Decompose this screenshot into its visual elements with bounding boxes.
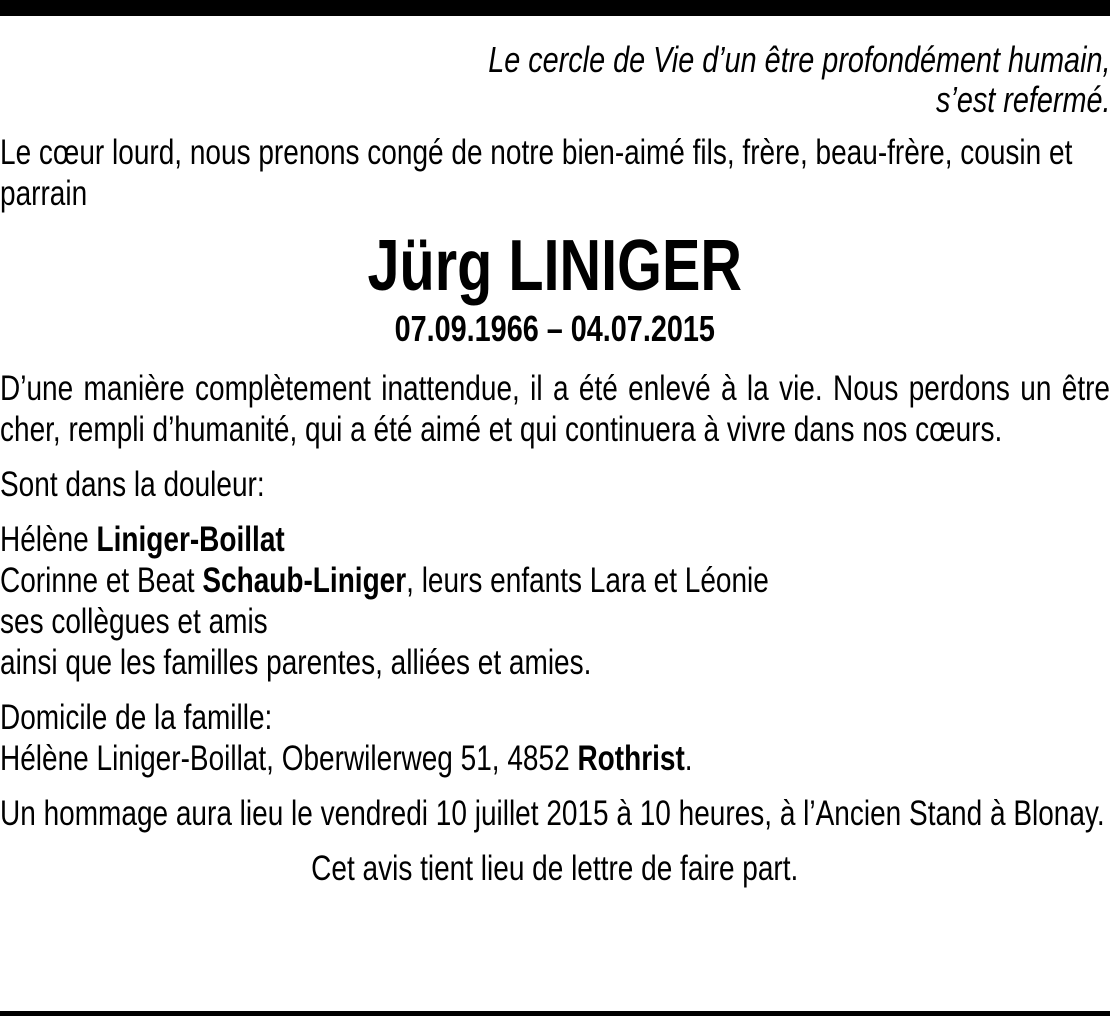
mourner-2-first: Corinne et Beat (0, 561, 203, 600)
mourner-2-surname: Schaub-Liniger (202, 561, 407, 600)
mourners-list (0, 519, 1110, 683)
motto-line-2: s’est refermé. (935, 79, 1110, 120)
mourner-4: ainsi que les familles parentes, alliées et amies. (0, 643, 592, 682)
bottom-border (0, 1011, 1110, 1016)
deceased-name: Jürg LINIGER (367, 226, 743, 306)
mourner-3: ses collègues et amis (0, 602, 268, 641)
domicile: Domicile de la famille: Hélène Liniger-Boillat, Oberwilerweg 51, 4852 Rothrist. (0, 698, 693, 778)
domicile-heading: Domicile de la famille: (0, 698, 273, 737)
motto (0, 40, 1110, 120)
mourner-1-surname: Liniger-Boillat (96, 520, 285, 559)
message-paragraph: D’une manière complètement inattendue, il a été enlevé à la vie. Nous perdons un être cher, rempli d’humanité, qui a été aimé et qui continuera à vivre dans nos cœurs. (0, 369, 1110, 449)
mourner-1-first: Hélène (0, 520, 97, 559)
domicile-address: Hélène Liniger-Boillat, Oberwilerweg 51, 4852 (0, 739, 578, 778)
footer-note: Cet avis tient lieu de lettre de faire part. (311, 849, 799, 888)
motto-line-1: Le cercle de Vie d’un être profondément humain, (487, 39, 1110, 80)
obituary-notice (0, 40, 1110, 889)
top-border (0, 0, 1110, 16)
domicile-city: Rothrist (577, 739, 685, 778)
mourners-heading: Sont dans la douleur: (0, 465, 265, 504)
intro-paragraph: Le cœur lourd, nous prenons congé de notre bien-aimé fils, frère, beau-frère, cousin et parrain (0, 133, 1073, 213)
ceremony-paragraph: Un hommage aura lieu le vendredi 10 juillet 2015 à 10 heures, à l’Ancien Stand à Blonay. (0, 794, 1105, 833)
mourner-2-rest: , leurs enfants Lara et Léonie (406, 561, 769, 600)
life-dates: 07.09.1966 – 04.07.2015 (394, 308, 716, 349)
